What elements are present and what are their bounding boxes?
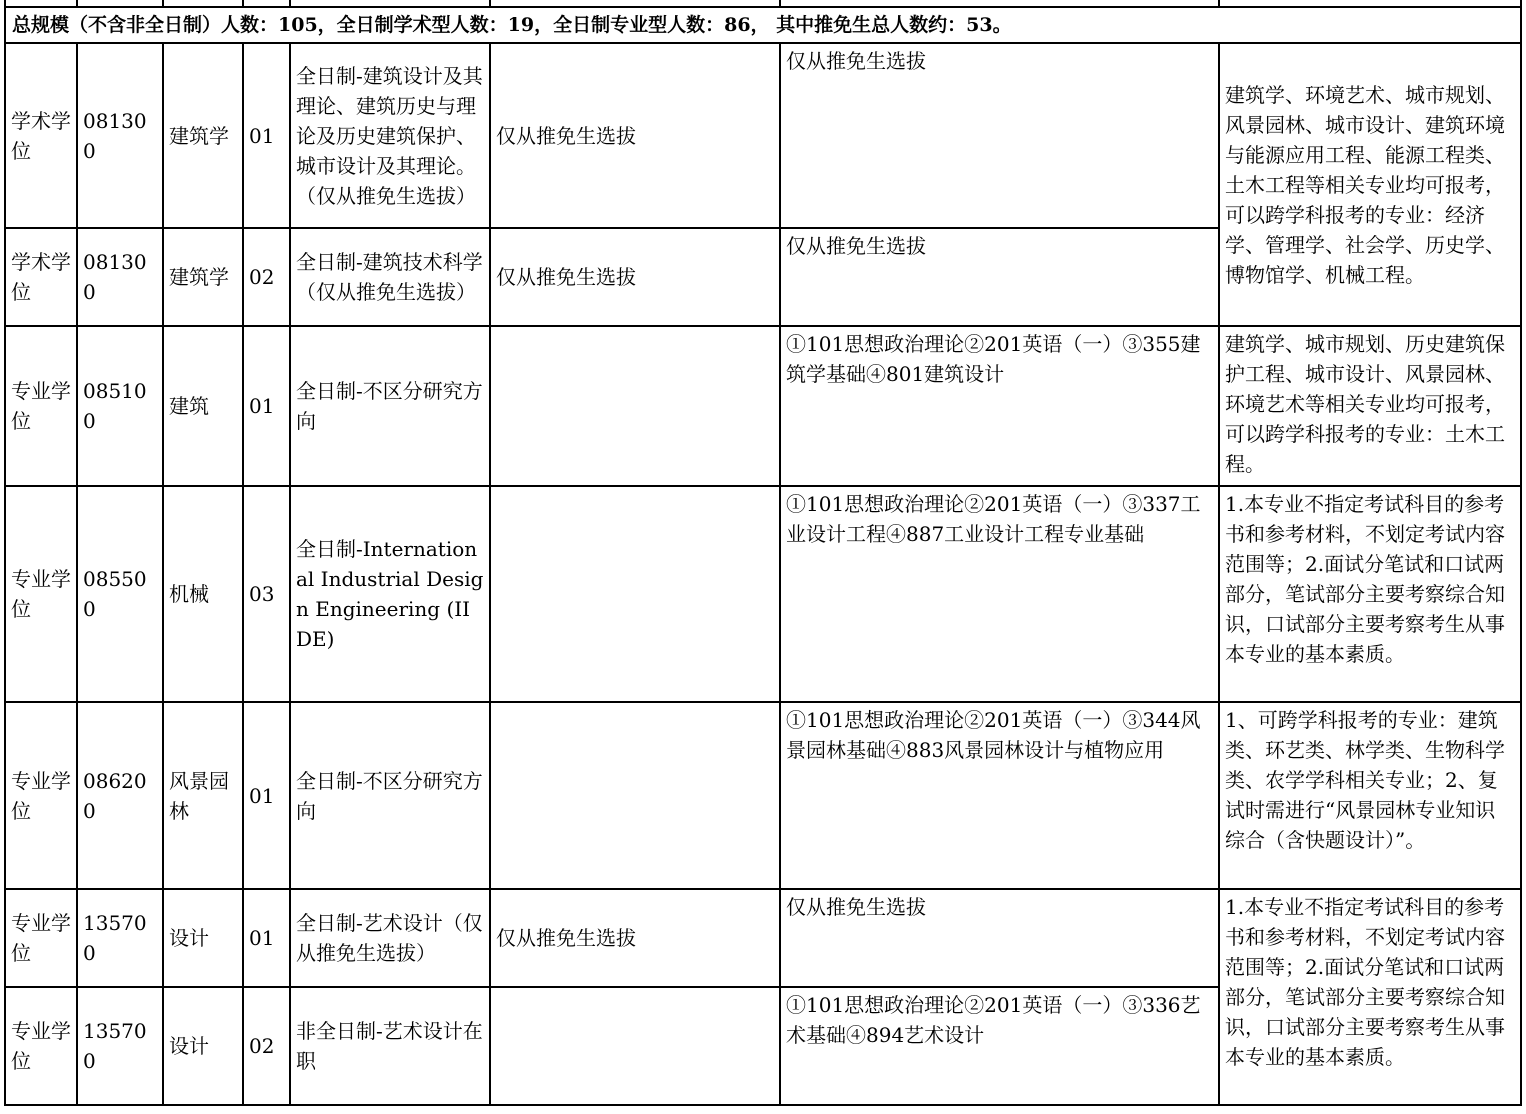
- direction-code: 01: [243, 889, 290, 987]
- table-row: [5, 702, 1521, 889]
- major-code: 081300: [77, 43, 163, 228]
- enrollment-plan: [490, 987, 780, 1105]
- table-row: [5, 889, 1521, 987]
- direction-name: 全日制-艺术设计（仅从推免生选拔）: [290, 889, 490, 987]
- remarks-mechanical: 1.本专业不指定考试科目的参考书和参考材料，不划定考试内容范围等；2.面试分笔试和口试两部分，笔试部分主要考察综合知识，口试部分主要考察考生从事本专业的基本素质。: [1219, 486, 1521, 702]
- direction-name: 非全日制-艺术设计在职: [290, 987, 490, 1105]
- degree-type: 专业学位: [5, 702, 77, 889]
- direction-code: 01: [243, 326, 290, 486]
- exam-subjects: 仅从推免生选拔: [780, 228, 1219, 326]
- degree-type: 专业学位: [5, 486, 77, 702]
- major-name: 建筑: [163, 326, 243, 486]
- summary-row: [5, 7, 1521, 43]
- remarks-design: 1.本专业不指定考试科目的参考书和参考材料，不划定考试内容范围等；2.面试分笔试和口试两部分，笔试部分主要考察综合知识，口试部分主要考察考生从事本专业的基本素质。: [1219, 889, 1521, 1105]
- degree-type: 学术学位: [5, 228, 77, 326]
- direction-name: 全日制-International Industrial Design Engineering (IIDE): [290, 486, 490, 702]
- exam-subjects: ①101思想政治理论②201英语（一）③355建筑学基础④801建筑设计: [780, 326, 1219, 486]
- remarks-arch-professional: 建筑学、城市规划、历史建筑保护工程、城市设计、风景园林、环境艺术等相关专业均可报考，可以跨学科报考的专业：土木工程。: [1219, 326, 1521, 486]
- exam-subjects: ①101思想政治理论②201英语（一）③337工业设计工程④887工业设计工程专业基础: [780, 486, 1219, 702]
- major-code: 085100: [77, 326, 163, 486]
- enrollment-plan: 仅从推免生选拔: [490, 228, 780, 326]
- direction-code: 03: [243, 486, 290, 702]
- direction-code: 01: [243, 43, 290, 228]
- degree-type: 专业学位: [5, 326, 77, 486]
- degree-type: 专业学位: [5, 987, 77, 1105]
- enrollment-plan: [490, 702, 780, 889]
- major-code: 085500: [77, 486, 163, 702]
- exam-subjects: 仅从推免生选拔: [780, 889, 1219, 987]
- direction-code: 02: [243, 987, 290, 1105]
- direction-code: 02: [243, 228, 290, 326]
- summary-text: 总规模（不含非全日制）人数：105，全日制学术型人数：19，全日制专业型人数：86， 其中推免生总人数约：53。: [5, 7, 1521, 43]
- major-code: 135700: [77, 987, 163, 1105]
- direction-name: 全日制-不区分研究方向: [290, 702, 490, 889]
- major-name: 机械: [163, 486, 243, 702]
- major-name: 风景园林: [163, 702, 243, 889]
- header-remnant-row: [5, 0, 1521, 7]
- degree-type: 专业学位: [5, 889, 77, 987]
- major-code: 135700: [77, 889, 163, 987]
- exam-subjects: ①101思想政治理论②201英语（一）③344风景园林基础④883风景园林设计与植物应用: [780, 702, 1219, 889]
- table-row: [5, 43, 1521, 228]
- enrollment-plan: [490, 486, 780, 702]
- major-name: 建筑学: [163, 228, 243, 326]
- major-code: 081300: [77, 228, 163, 326]
- enrollment-plan: 仅从推免生选拔: [490, 43, 780, 228]
- direction-name: 全日制-建筑设计及其理论、建筑历史与理论及历史建筑保护、城市设计及其理论。（仅从推免生选拔）: [290, 43, 490, 228]
- major-name: 设计: [163, 889, 243, 987]
- exam-subjects: 仅从推免生选拔: [780, 43, 1219, 228]
- enrollment-plan: [490, 326, 780, 486]
- table-row: [5, 486, 1521, 702]
- direction-name: 全日制-不区分研究方向: [290, 326, 490, 486]
- major-name: 设计: [163, 987, 243, 1105]
- table-row: [5, 326, 1521, 486]
- remarks-architecture: 建筑学、环境艺术、城市规划、风景园林、城市设计、建筑环境与能源应用工程、能源工程类、土木工程等相关专业均可报考，可以跨学科报考的专业：经济学、管理学、社会学、历史学、博物馆学、机械工程。: [1219, 43, 1521, 326]
- degree-type: 学术学位: [5, 43, 77, 228]
- admissions-table: [4, 0, 1522, 1106]
- major-code: 086200: [77, 702, 163, 889]
- enrollment-plan: 仅从推免生选拔: [490, 889, 780, 987]
- major-name: 建筑学: [163, 43, 243, 228]
- remarks-landscape: 1、可跨学科报考的专业：建筑类、环艺类、林学类、生物科学类、农学学科相关专业；2、复试时需进行“风景园林专业知识综合（含快题设计）”。: [1219, 702, 1521, 889]
- exam-subjects: ①101思想政治理论②201英语（一）③336艺术基础④894艺术设计: [780, 987, 1219, 1105]
- direction-name: 全日制-建筑技术科学（仅从推免生选拔）: [290, 228, 490, 326]
- direction-code: 01: [243, 702, 290, 889]
